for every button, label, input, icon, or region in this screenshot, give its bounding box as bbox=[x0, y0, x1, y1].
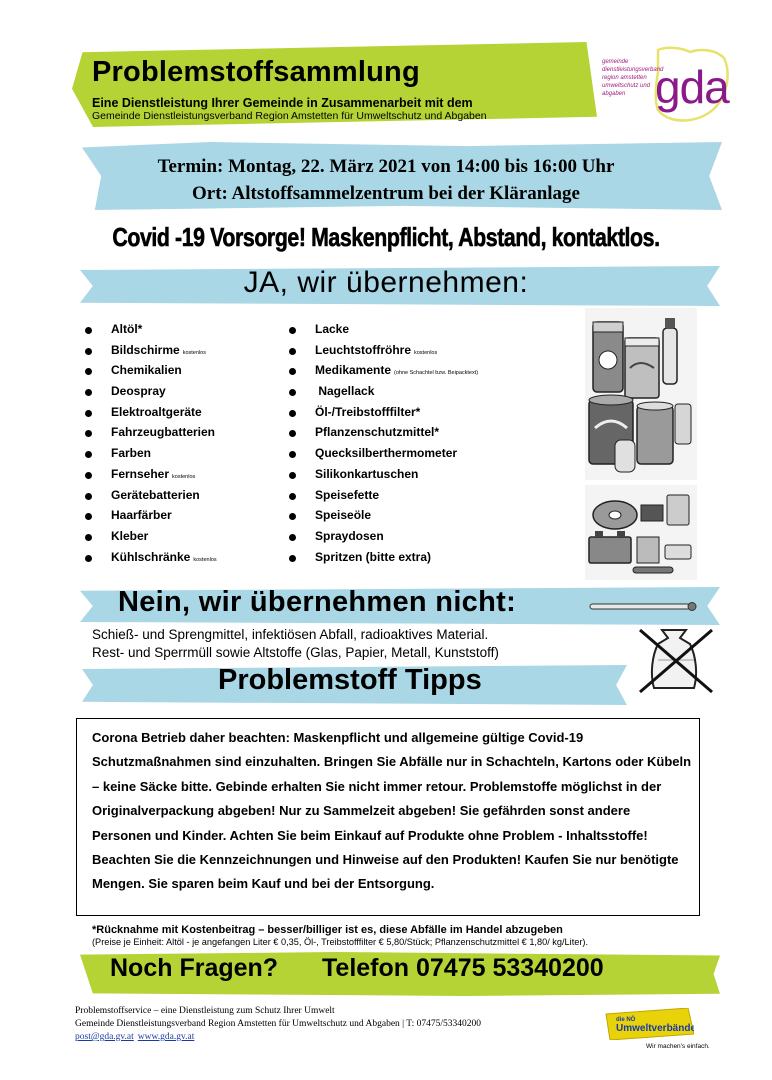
item-label: Quecksilberthermometer bbox=[315, 446, 458, 461]
item-label: Fahrzeugbatterien bbox=[111, 425, 216, 440]
website-link[interactable]: www.gda.gv.at bbox=[137, 1032, 195, 1042]
item-note: kostenlos bbox=[193, 556, 217, 563]
list-item bbox=[85, 550, 217, 571]
logo-slogan: Wir machen's einfach. bbox=[646, 1043, 710, 1050]
list-item bbox=[85, 529, 217, 550]
list-item bbox=[289, 322, 478, 343]
termin-date: Termin: Montag, 22. März 2021 von 14:00 bis 16:00 Uhr bbox=[157, 156, 615, 177]
item-label: Spritzen (bitte extra) bbox=[315, 549, 432, 564]
item-label: Kleber bbox=[111, 528, 149, 543]
gda-tagline-line: gemeinde bbox=[602, 59, 629, 65]
footer-address: Gemeinde Dienstleistungsverband Region Amstetten für Umweltschutz und Abgaben | T: 07475/53340200 bbox=[75, 1019, 481, 1029]
gda-tagline-line: umweltschutz und abgaben bbox=[602, 83, 651, 97]
gda-logo: gda bbox=[655, 61, 729, 113]
list-item bbox=[85, 384, 217, 405]
list-item bbox=[85, 446, 217, 467]
list-item bbox=[85, 322, 217, 343]
item-label: Lacke bbox=[315, 322, 350, 336]
thermometer-icon bbox=[588, 600, 698, 614]
rejected-text-line: Schieß- und Sprengmittel, infektiösen Abfall, radioaktives Material. bbox=[92, 627, 489, 642]
list-item bbox=[289, 405, 478, 426]
accepted-list-right bbox=[289, 322, 478, 570]
item-label: Spraydosen bbox=[315, 528, 384, 543]
item-label: Speisefette bbox=[315, 487, 380, 502]
item-label: Fernseher bbox=[111, 466, 170, 481]
batteries-and-tools-illustration bbox=[585, 485, 697, 580]
covid-banner: Covid -19 Vorsorge! Maskenpflicht, Abstand, kontaktlos. bbox=[112, 222, 660, 252]
footer-links bbox=[75, 1032, 198, 1042]
item-label: Gerätebatterien bbox=[111, 487, 200, 502]
item-note: kostenlos bbox=[182, 349, 206, 356]
crossed-bag-icon bbox=[636, 620, 716, 698]
list-item bbox=[289, 467, 478, 488]
item-note: kostenlos bbox=[172, 473, 196, 480]
item-label: Pflanzenschutzmittel* bbox=[315, 425, 440, 440]
item-label: Speiseöle bbox=[315, 508, 372, 523]
list-item bbox=[289, 488, 478, 509]
item-label: Nagellack bbox=[315, 384, 375, 399]
fee-note: *Rücknahme mit Kostenbeitrag – besser/billiger ist es, diese Abfälle im Handel abzugeben bbox=[92, 924, 563, 936]
list-item bbox=[85, 425, 217, 446]
list-item bbox=[289, 508, 478, 529]
item-label: Haarfärber bbox=[111, 508, 172, 523]
rejected-title: Nein, wir übernehmen nicht: bbox=[118, 586, 517, 618]
item-label: Kühlschränke bbox=[111, 549, 191, 564]
paint-cans-illustration bbox=[585, 308, 697, 480]
rejected-text-line: Rest- und Sperrmüll sowie Altstoffe (Glas, Papier, Metall, Kunststoff) bbox=[92, 645, 499, 660]
gda-tagline-line: region amstetten bbox=[602, 75, 647, 81]
list-item bbox=[85, 508, 217, 529]
umweltverbaende-logo bbox=[604, 1008, 694, 1040]
logo-main-text: Umweltverbände bbox=[616, 1023, 694, 1034]
list-item bbox=[289, 343, 478, 364]
item-label: Leuchtstoffröhre bbox=[315, 342, 411, 357]
header-subtitle-bold: Eine Dienstleistung Ihrer Gemeinde in Zusammenarbeit mit dem bbox=[92, 96, 473, 110]
list-item bbox=[85, 405, 217, 426]
tipps-text: Corona Betrieb daher beachten: Maskenpflicht und allgemeine gültige Covid-19 Schutzmaßnahmen sind einzuhalten. Bringen Sie Abfälle nur in Schachteln, Kartons oder Kübeln – keine Säcke bitte. Gebinde erhalten Sie nicht immer retour. Problemstoffe möglichst in der Originalverpackung abgeben! Nur zu Sammelzeit abgeben! Sie gefährden sonst andere Personen und Kinder. Achten Sie beim Einkauf auf Produkte ohne Problem - Inhaltsstoffe! Beachten Sie die Kennzeichnungen und Hinweise auf den Produkten! Kaufen Sie nur benötigte Mengen. Sie sparen beim Kauf und bei der Entsorgung. bbox=[92, 730, 692, 892]
list-item bbox=[85, 363, 217, 384]
list-item bbox=[289, 550, 478, 571]
item-label: Medikamente bbox=[315, 363, 392, 378]
header-subtitle: Gemeinde Dienstleistungsverband Region Amstetten für Umweltschutz und Abgaben bbox=[92, 110, 487, 122]
logo-small-text: die NÖ bbox=[616, 1017, 636, 1023]
list-item bbox=[85, 467, 217, 488]
list-item bbox=[289, 425, 478, 446]
gda-tagline bbox=[602, 58, 662, 98]
list-item bbox=[85, 488, 217, 509]
item-label: Elektroaltgeräte bbox=[111, 404, 202, 419]
item-label: Öl-/Treibstofffilter* bbox=[315, 404, 421, 419]
item-note: (ohne Schachtel bzw. Beipacktext) bbox=[394, 370, 479, 377]
item-label: Bildschirme bbox=[111, 342, 180, 357]
item-label: Farben bbox=[111, 446, 152, 461]
price-note: (Preise je Einheit: Altöl - je angefangen Liter € 0,35, Öl-, Treibstofffilter € 5,80/Stück; Pflanzenschutzmittel € 1,80/ kg/Liter). bbox=[92, 937, 589, 947]
accepted-title: JA, wir übernehmen: bbox=[243, 266, 529, 299]
footer-line: Problemstoffservice – eine Dienstleistung zum Schutz Ihrer Umwelt bbox=[75, 1006, 335, 1016]
page-title: Problemstoffsammlung bbox=[92, 56, 420, 88]
list-item bbox=[289, 384, 478, 405]
contact-label: Noch Fragen? bbox=[110, 954, 279, 982]
list-item bbox=[85, 343, 217, 364]
item-note: kostenlos bbox=[414, 349, 438, 356]
tipps-title: Problemstoff Tipps bbox=[218, 664, 482, 696]
item-label: Silikonkartuschen bbox=[315, 466, 419, 481]
gda-tagline-line: dienstleistungsverband bbox=[602, 67, 664, 73]
list-item bbox=[289, 529, 478, 550]
termin-location: Ort: Altstoffsammelzentrum bei der Kläranlage bbox=[191, 183, 580, 204]
contact-phone[interactable]: Telefon 07475 53340200 bbox=[322, 954, 604, 982]
item-label: Altöl* bbox=[111, 322, 143, 336]
item-label: Deospray bbox=[111, 384, 166, 399]
list-item bbox=[289, 446, 478, 467]
email-link[interactable]: post@gda.gv.at bbox=[75, 1032, 134, 1042]
accepted-list-left bbox=[85, 322, 217, 570]
list-item bbox=[289, 363, 478, 384]
item-label: Chemikalien bbox=[111, 363, 182, 378]
